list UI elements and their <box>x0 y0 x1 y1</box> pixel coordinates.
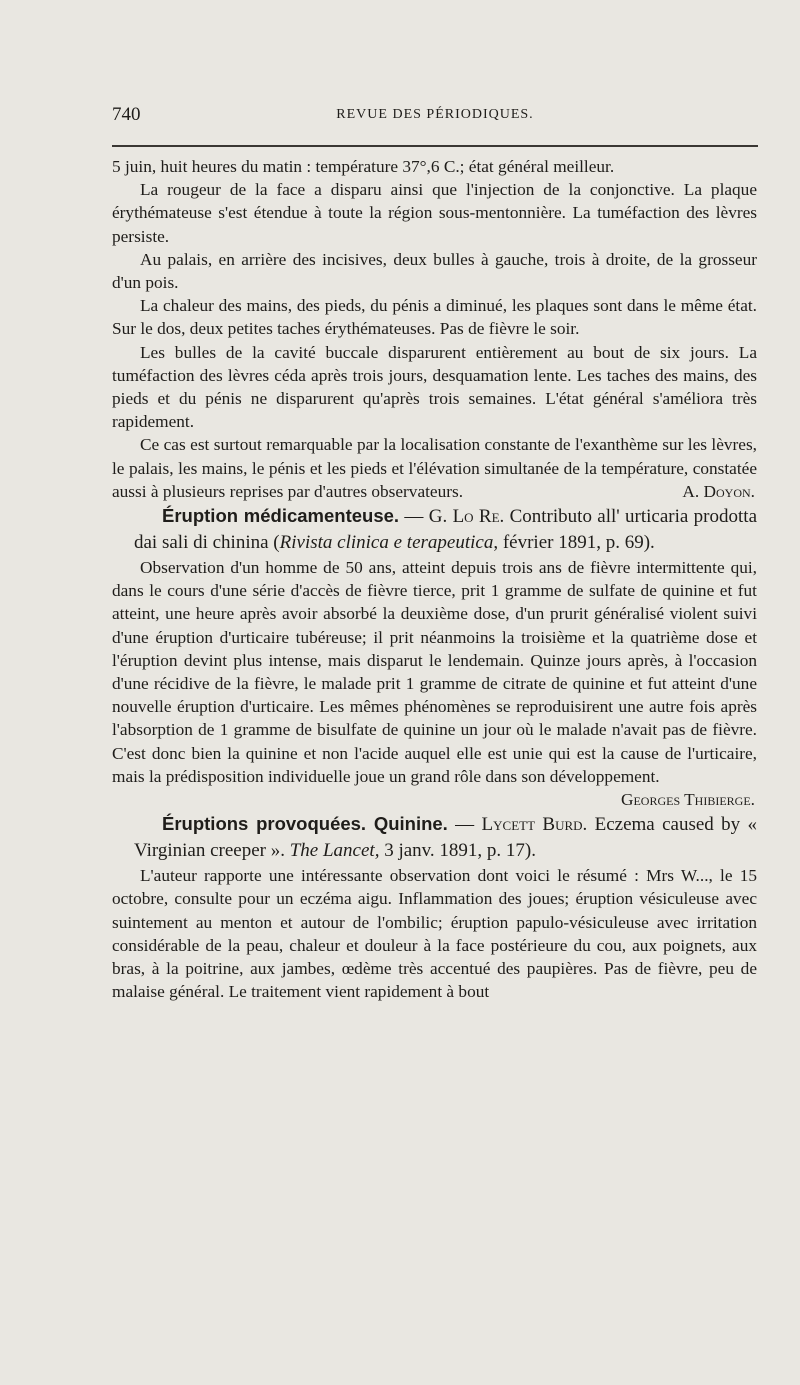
article-title-rest: . Eczema caused by « Virginian creeper ». <box>134 814 758 862</box>
article-title-bold: Éruption médicamenteuse. <box>162 505 400 527</box>
article-title-bold: Éruptions provoquées. Quinine. <box>162 813 448 835</box>
article-title-rest: . Contributo all' urticaria prodotta dai sali di chinina ( <box>134 506 757 554</box>
article-journal: The Lancet, <box>289 840 380 862</box>
signature: A. Doyon. <box>682 481 755 501</box>
article-title <box>112 503 757 556</box>
case-text: Ce cas est surtout remarquable par la localisation constante de l'exanthème sur les lèvres, le palais, les mains, le pénis et les pieds et l'élévation simultanée de la température, constatée aussi à plusieurs reprises par d'autres observateurs. <box>112 435 757 501</box>
article-body <box>112 556 757 810</box>
page-body <box>112 155 757 1004</box>
article-author: Lo Re <box>452 506 500 528</box>
page-header <box>112 104 758 130</box>
article-body-text: Observation d'un homme de 50 ans, atteint depuis trois ans de fièvre intermittente qui, dans le cours d'une série d'accès de fièvre tierce, prit 1 gramme de sulfate de quinine et fut atteint, une heure après avoir absorbé la deuxième dose, d'un prurit généralisé violent suivi d'une éruption d'urticaire tubéreuse; il prit néanmoins la troisième et la quatrième dose et l'éruption devint plus intense, mais disparut le lendemain. Quinze jours après, à l'occasion d'une récidive de la fièvre, le malade prit 1 gramme de citrate de quinine et fut atteint d'une nouvelle éruption d'urticaire. Les mêmes phénomènes se reproduisirent une autre fois après l'absorption de 1 gramme de bisulfate de quinine un jour où le malade n'avait pas de fièvre. C'est donc bien la quinine et non l'acide auquel elle est unie qui est la cause de l'urticaire, mais la prédisposition individuelle joue un grand rôle dans son développement. <box>112 558 757 786</box>
case-paragraph: Au palais, en arrière des incisives, deux bulles à gauche, trois à droite, de la grosseur d'un pois. <box>112 249 757 293</box>
signature: Georges Thibierge. <box>620 790 755 810</box>
article-author: Lycett Burd <box>481 814 583 836</box>
case-paragraph: Les bulles de la cavité buccale disparurent entièrement au bout de six jours. La tuméfaction des lèvres céda après trois jours, desquamation lente. Les taches des mains, des pieds et du pénis ne disparurent qu'après trois semaines. L'état général s'améliora très rapidement. <box>112 342 757 432</box>
article-citation: , février 1891, p. 69). <box>493 532 655 554</box>
article-journal: Rivista clinica e terapeutica <box>279 532 494 554</box>
header-rule <box>112 145 758 147</box>
article-body: L'auteur rapporte une intéressante observation dont voici le résumé : Mrs W..., le 15 octobre, consulte pour un eczéma aigu. Inflammation des joues; éruption vésiculeuse avec suintement au menton et autour de l'ombilic; éruption papulo-vésiculeuse avec irritation considérable de la peau, chaleur et douleur à la face postérieure du cou, aux poignets, aux bras, à la poitrine, aux jambes, œdème très accentué des paupières. Pas de fièvre, peu de malaise général. Le traitement vient rapidement à bout <box>112 866 757 1002</box>
case-paragraph: 5 juin, huit heures du matin : température 37°,6 C.; état général meilleur. <box>112 157 615 176</box>
case-paragraph-last <box>112 433 757 503</box>
case-paragraph: La chaleur des mains, des pieds, du pénis a diminué, les plaques sont dans le même état. Sur le dos, deux petites taches érythémateuses. Pas de fièvre le soir. <box>112 296 757 339</box>
running-title: REVUE DES PÉRIODIQUES. <box>336 107 534 122</box>
article-citation: 3 janv. 1891, p. 17). <box>379 840 537 862</box>
article-title <box>112 811 757 864</box>
case-paragraph: La rougeur de la face a disparu ainsi que l'injection de la conjonctive. La plaque érythémateuse s'est étendue à toute la région sous-mentonnière. La tuméfaction des lèvres persiste. <box>112 180 757 246</box>
article-title-dash: — G. <box>399 506 453 528</box>
article-title-dash: — <box>447 814 482 836</box>
page-number: 740 <box>112 104 141 125</box>
